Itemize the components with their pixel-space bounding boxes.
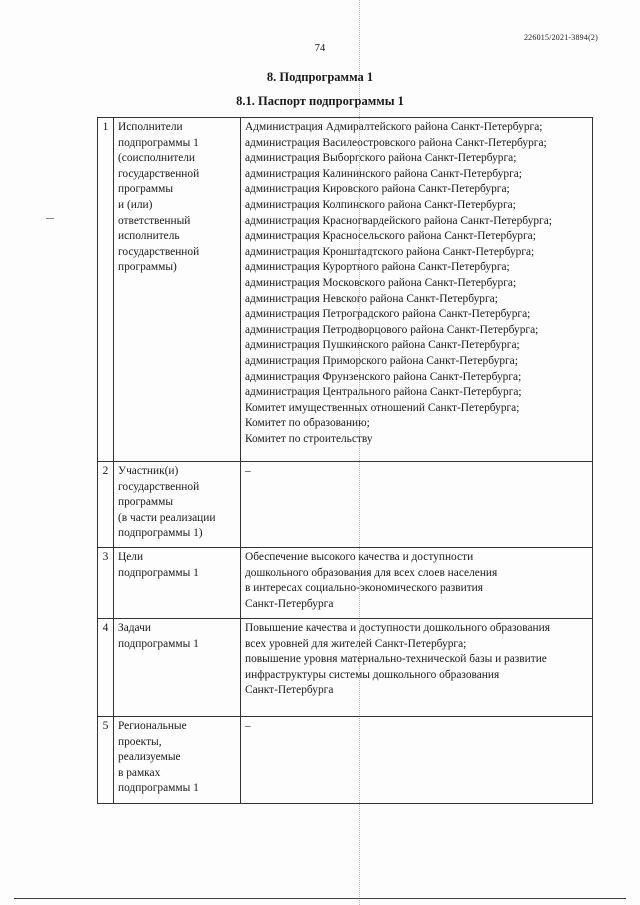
row-value-line: дошкольного образования для всех слоев населения bbox=[245, 566, 498, 579]
row-value-line: в интересах социально-экономического развития bbox=[245, 582, 484, 595]
scan-margin-mark bbox=[46, 218, 54, 219]
row-label-line: государственной bbox=[118, 480, 200, 493]
row-label-line: ответственный bbox=[118, 214, 191, 227]
row-value-line: администрация Фрунзенского района Санкт-Петербурга; bbox=[245, 370, 522, 383]
row-value-line: администрация Красносельского района Санкт-Петербурга; bbox=[245, 230, 536, 243]
row-value-line: администрация Колпинского района Санкт-Петербурга; bbox=[245, 198, 516, 211]
passport-row bbox=[98, 548, 593, 619]
row-value-cell bbox=[241, 717, 593, 804]
passport-row bbox=[98, 118, 593, 462]
row-label-line: подпрограммы 1 bbox=[118, 136, 199, 149]
row-value-line: Комитет по строительству bbox=[245, 432, 373, 445]
row-label-line: Региональные bbox=[118, 720, 187, 732]
passport-table-body bbox=[98, 118, 593, 804]
row-label-line: государственной bbox=[118, 245, 200, 258]
row-value-line: Администрация Адмиралтейского района Санкт-Петербурга; bbox=[245, 121, 543, 133]
row-label-line: (в части реализации bbox=[118, 511, 216, 524]
row-label-line: подпрограммы 1 bbox=[118, 782, 199, 795]
row-value-line: администрация Калининского района Санкт-Петербурга; bbox=[245, 167, 522, 180]
row-value-line: администрация Пушкинского района Санкт-Петербурга; bbox=[245, 339, 520, 352]
row-number: 3 bbox=[98, 548, 114, 619]
row-number: 4 bbox=[98, 619, 114, 717]
row-value-cell bbox=[241, 548, 593, 619]
row-number: 2 bbox=[98, 462, 114, 548]
row-label-cell bbox=[114, 118, 241, 462]
row-label-line: программы bbox=[118, 496, 173, 509]
row-value-line: администрация Петродворцового района Санкт-Петербурга; bbox=[245, 323, 539, 336]
row-value-line: Санкт-Петербурга bbox=[245, 597, 334, 610]
row-label-line: Цели bbox=[118, 551, 144, 563]
document-id: 226015/2021-3894(2) bbox=[523, 33, 598, 42]
row-value-line: Санкт-Петербурга bbox=[245, 684, 334, 697]
row-label-cell bbox=[114, 717, 241, 804]
passport-table bbox=[97, 117, 593, 804]
row-value-line: всех уровней для жителей Санкт-Петербурга; bbox=[245, 637, 467, 650]
row-value-cell bbox=[241, 118, 593, 462]
row-value-line: – bbox=[245, 465, 251, 477]
row-value-line: администрация Кронштадтского района Санкт-Петербурга; bbox=[245, 245, 535, 258]
row-value-line: Комитет по образованию; bbox=[245, 417, 370, 430]
row-label-line: Участник(и) bbox=[118, 465, 179, 477]
row-label-cell bbox=[114, 462, 241, 548]
row-label-line: проекты, bbox=[118, 735, 162, 748]
page-bottom-rule bbox=[14, 898, 626, 899]
row-label-line: исполнитель bbox=[118, 230, 180, 243]
section-subtitle: 8.1. Паспорт подпрограммы 1 bbox=[236, 94, 404, 108]
row-label-line: подпрограммы 1 bbox=[118, 566, 199, 579]
row-label-line: (соисполнители bbox=[118, 152, 196, 165]
row-label-line: подпрограммы 1) bbox=[118, 527, 203, 540]
row-label-cell bbox=[114, 619, 241, 717]
row-value-cell bbox=[241, 462, 593, 548]
row-number: 1 bbox=[98, 118, 114, 462]
row-label-line: и (или) bbox=[118, 198, 153, 211]
row-label-line: Исполнители bbox=[118, 121, 183, 133]
row-label-line: реализуемые bbox=[118, 751, 181, 764]
row-label-line: подпрограммы 1 bbox=[118, 637, 199, 650]
row-label-line: программы) bbox=[118, 261, 177, 274]
row-value-line: администрация Курортного района Санкт-Петербурга; bbox=[245, 261, 510, 274]
row-value-line: Обеспечение высокого качества и доступности bbox=[245, 551, 474, 563]
row-value-line: администрация Петроградского района Санкт-Петербурга; bbox=[245, 308, 531, 321]
row-number: 5 bbox=[98, 717, 114, 804]
passport-row bbox=[98, 462, 593, 548]
row-value-line: администрация Приморского района Санкт-Петербурга; bbox=[245, 354, 518, 367]
passport-row bbox=[98, 619, 593, 717]
row-value-line: администрация Красногвардейского района Санкт-Петербурга; bbox=[245, 214, 552, 227]
passport-row bbox=[98, 717, 593, 804]
row-value-line: администрация Выборгского района Санкт-Петербурга; bbox=[245, 152, 517, 165]
row-value-line: администрация Московского района Санкт-Петербурга; bbox=[245, 276, 517, 289]
row-value-line: Повышение качества и доступности дошкольного образования bbox=[245, 622, 550, 634]
row-label-line: программы bbox=[118, 183, 173, 196]
row-value-line: повышение уровня материально-технической базы и развитие bbox=[245, 653, 547, 666]
row-value-line: администрация Кировского района Санкт-Петербурга; bbox=[245, 183, 510, 196]
row-label-line: в рамках bbox=[118, 766, 161, 779]
row-value-line: инфраструктуры системы дошкольного образования bbox=[245, 668, 500, 681]
row-label-line: Задачи bbox=[118, 622, 151, 634]
row-value-line: Комитет имущественных отношений Санкт-Петербурга; bbox=[245, 401, 520, 414]
row-value-cell bbox=[241, 619, 593, 717]
row-value-line: администрация Василеостровского района Санкт-Петербурга; bbox=[245, 136, 547, 149]
row-label-cell bbox=[114, 548, 241, 619]
row-value-line: администрация Невского района Санкт-Петербурга; bbox=[245, 292, 498, 305]
row-label-line: государственной bbox=[118, 167, 200, 180]
row-value-line: администрация Центрального района Санкт-Петербурга; bbox=[245, 386, 522, 399]
page-number: 74 bbox=[314, 43, 326, 54]
section-title: 8. Подпрограмма 1 bbox=[266, 70, 374, 84]
row-value-line: – bbox=[245, 720, 251, 732]
